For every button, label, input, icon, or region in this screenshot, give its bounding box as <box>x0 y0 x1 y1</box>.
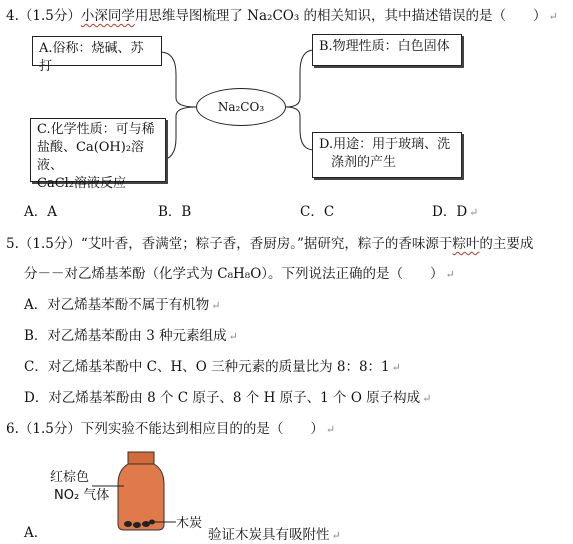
q5-option-a-text: A．对乙烯基苯酚不属于有机物 <box>24 297 210 313</box>
q5-option-a <box>24 293 220 313</box>
center-text: Na₂CO₃ <box>217 100 265 114</box>
mindmap-box-c <box>30 118 166 191</box>
q5-number: 5. <box>6 236 19 252</box>
q4-stem-rest: 用思维导图梳理了 Na₂CO₃ 的相关知识，其中描述错误的是（ ） <box>134 8 547 24</box>
mindmap-box-a <box>32 36 162 74</box>
return-icon: ↵ <box>211 299 221 312</box>
q4-score: （1.5分） <box>18 8 81 24</box>
mindmap-center <box>196 88 286 126</box>
q5-stem-line1 <box>6 232 533 252</box>
mindmap-box-d <box>312 132 462 178</box>
return-icon: ↵ <box>469 206 479 219</box>
q5-option-d-text: D．对乙烯基苯酚由 8 个 C 原子、8 个 H 原子、1 个 O 原子构成 <box>24 390 421 406</box>
return-icon: ↵ <box>422 392 432 405</box>
q6-option-a-caption <box>208 523 341 543</box>
box-c-line: CaCl₂溶液反应 <box>37 176 127 191</box>
q6-stem <box>6 417 335 437</box>
q5-option-c <box>24 355 401 375</box>
q4-option-d <box>432 200 478 220</box>
return-icon: ↵ <box>548 10 558 23</box>
q5-stem-wavy: 粽叶 <box>452 236 480 252</box>
q4-number: 4. <box>6 8 19 24</box>
box-b-text: B.物理性质：白色固体 <box>319 39 450 54</box>
q4-stem-link: 小深同学 <box>80 8 135 24</box>
q5-option-b <box>24 324 238 344</box>
gas-label-line2: NO₂ 气体 <box>54 488 110 503</box>
q4-option-c: C．C <box>300 204 335 220</box>
q5-stem-line2-text: 分－－对乙烯基苯酚（化学式为 C₈H₈O）。下列说法正确的是（ ） <box>24 266 444 282</box>
return-icon: ↵ <box>445 268 455 281</box>
return-icon: ↵ <box>391 361 401 374</box>
q5-stem-pre: （1.5分）“艾叶香，香满堂；粽子香，香厨房。”据研究，粽子的香味源于 <box>18 236 453 252</box>
box-a-text: A.俗称：烧碱、苏打 <box>39 41 144 74</box>
q4-option-b: B．B <box>158 204 192 220</box>
return-icon: ↵ <box>228 330 238 343</box>
q6-option-a-text: 验证木炭具有吸附性 <box>208 527 330 543</box>
return-icon: ↵ <box>325 423 336 436</box>
box-c-line: 盐酸、Ca(OH)₂溶液、 <box>37 140 145 173</box>
box-d-line: 涤剂的产生 <box>331 155 397 170</box>
q5-option-c-text: C．对乙烯基苯酚中 C、H、O 三种元素的质量比为 8：8：1 <box>24 359 390 375</box>
q5-option-b-text: B．对乙烯基苯酚由 3 种元素组成 <box>24 328 227 344</box>
q4-option-a: A．A <box>24 204 57 220</box>
return-icon: ↵ <box>331 529 341 542</box>
q4-option-d-text: D．D <box>432 204 468 220</box>
box-d-line: D.用途：用于玻璃、洗 <box>319 137 451 152</box>
box-c-line: C.化学性质：可与稀 <box>37 122 155 137</box>
q6-number: 6. <box>6 421 19 437</box>
q5-stem-line2 <box>24 262 455 282</box>
q5-option-d <box>24 386 431 406</box>
q5-stem-post: 的主要成 <box>479 236 534 252</box>
q6-option-a-letter: A． <box>24 525 48 541</box>
gas-label-line1: 红棕色 <box>50 470 90 485</box>
mindmap-box-b <box>312 34 462 66</box>
q6-stem-text: （1.5分）下列实验不能达到相应目的的是（ ） <box>18 421 324 437</box>
charcoal-label: 木炭 <box>176 516 203 531</box>
